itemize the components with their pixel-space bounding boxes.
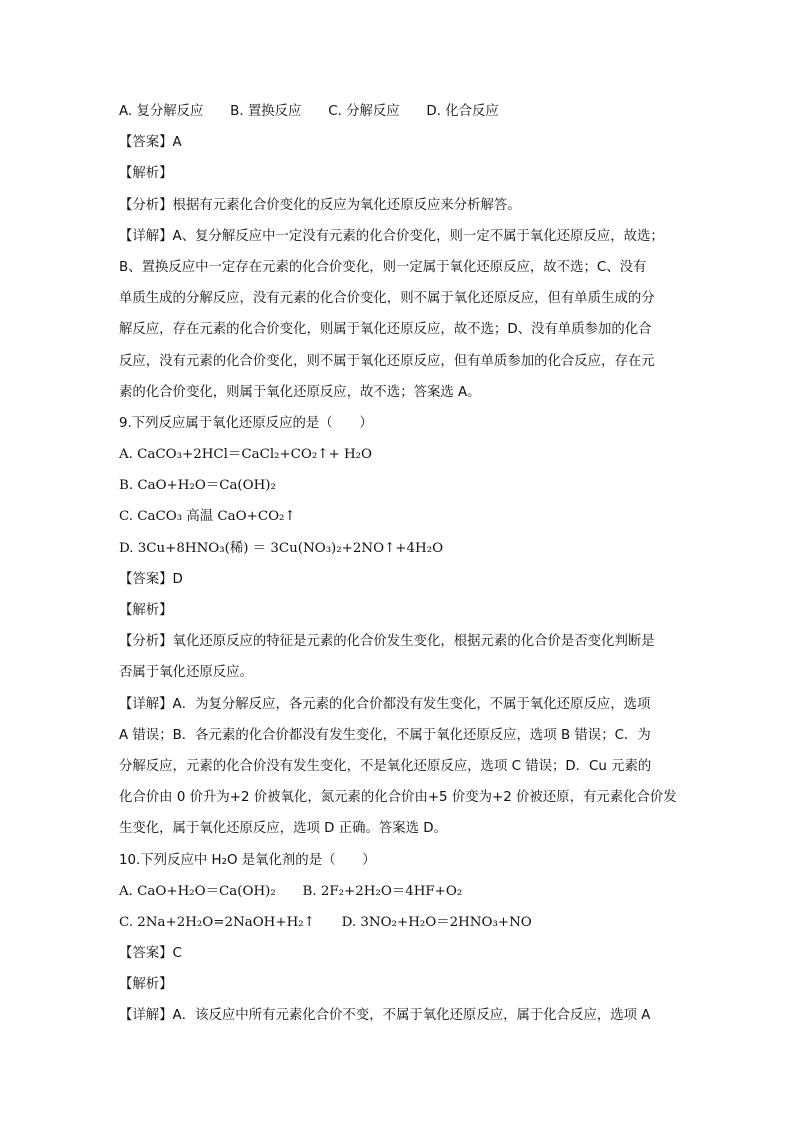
- q9-answer: 【答案】D: [119, 571, 183, 587]
- q9-option-c: C. CaCO₃ 高温 CaO+CO₂↑: [119, 509, 296, 525]
- q8-detail-line: 素的化合价变化，则属于氧化还原反应，故不选；答案选 A。: [119, 384, 481, 400]
- q8-detail-line: B、置换反应中一定存在元素的化合价变化，则一定属于氧化还原反应，故不选；C、没有: [119, 259, 647, 275]
- q8-answer: 【答案】A: [119, 135, 182, 151]
- q9-detail-line: A 错误；B．各元素的化合价都没有发生变化，不属于氧化还原反应，选项 B 错误；C．为: [119, 727, 651, 743]
- document-body: [119, 96, 679, 1032]
- q9-detail-line: 分解反应，元素的化合价没有发生变化，不是氧化还原反应，选项 C 错误；D．Cu 元素的: [119, 758, 652, 774]
- q9-detail-line: 【详解】A．为复分解反应，各元素的化合价都没有发生变化，不属于氧化还原反应，选项: [119, 696, 651, 712]
- q9-detail-line: 化合价由 0 价升为+2 价被氧化，氮元素的化合价由+5 价变为+2 价被还原，有元素化合价发: [119, 790, 677, 806]
- q8-analysis: 【分析】根据有元素化合价变化的反应为氧化还原反应来分析解答。: [119, 197, 521, 213]
- q9-option-b: B. CaO+H₂O＝Ca(OH)₂: [119, 478, 276, 494]
- q10-stem: 10.下列反应中 H₂O 是氧化剂的是（ ）: [119, 852, 376, 868]
- q8-detail-line: 解反应，存在元素的化合价变化，则属于氧化还原反应，故不选；D、没有单质参加的化合: [119, 322, 652, 338]
- q10-options-ab: A. CaO+H₂O＝Ca(OH)₂ B. 2F₂+2H₂O＝4HF+O₂: [119, 883, 463, 899]
- q9-detail-line: 生变化，属于氧化还原反应，选项 D 正确。答案选 D。: [119, 821, 447, 837]
- q9-option-d: D. 3Cu+8HNO₃(稀) ＝ 3Cu(NO₃)₂+2NO↑+4H₂O: [119, 540, 444, 556]
- q9-stem: 9.下列反应属于氧化还原反应的是（ ）: [119, 415, 373, 431]
- q10-detail-line: 【详解】A．该反应中所有元素化合价不变，不属于氧化还原反应，属于化合反应，选项 A: [119, 1008, 651, 1024]
- q9-analysis-line: 否属于氧化还原反应。: [119, 665, 253, 681]
- q9-analysis-heading: 【解析】: [119, 603, 173, 618]
- q8-detail-line: 【详解】A、复分解反应中一定没有元素的化合价变化，则一定不属于氧化还原反应，故选；: [119, 228, 664, 244]
- q8-analysis-heading: 【解析】: [119, 166, 173, 182]
- q10-options-cd: C. 2Na+2H₂O=2NaOH+H₂↑ D. 3NO₂+H₂O＝2HNO₃+NO: [119, 914, 532, 930]
- q9-option-a: A. CaCO₃+2HCl＝CaCl₂+CO₂↑+ H₂O: [119, 447, 372, 463]
- q8-detail-line: 单质生成的分解反应，没有元素的化合价变化，则不属于氧化还原反应，但有单质生成的分: [119, 291, 655, 307]
- q8-detail-line: 反应，没有元素的化合价变化，则不属于氧化还原反应，但有单质参加的化合反应，存在元: [119, 353, 655, 369]
- q10-analysis-heading: 【解析】: [119, 977, 173, 993]
- q8-options: A. 复分解反应 B. 置换反应 C. 分解反应 D. 化合反应: [119, 104, 499, 119]
- q9-analysis-line: 【分析】氧化还原反应的特征是元素的化合价发生变化，根据元素的化合价是否变化判断是: [119, 634, 655, 650]
- q10-answer: 【答案】C: [119, 946, 182, 962]
